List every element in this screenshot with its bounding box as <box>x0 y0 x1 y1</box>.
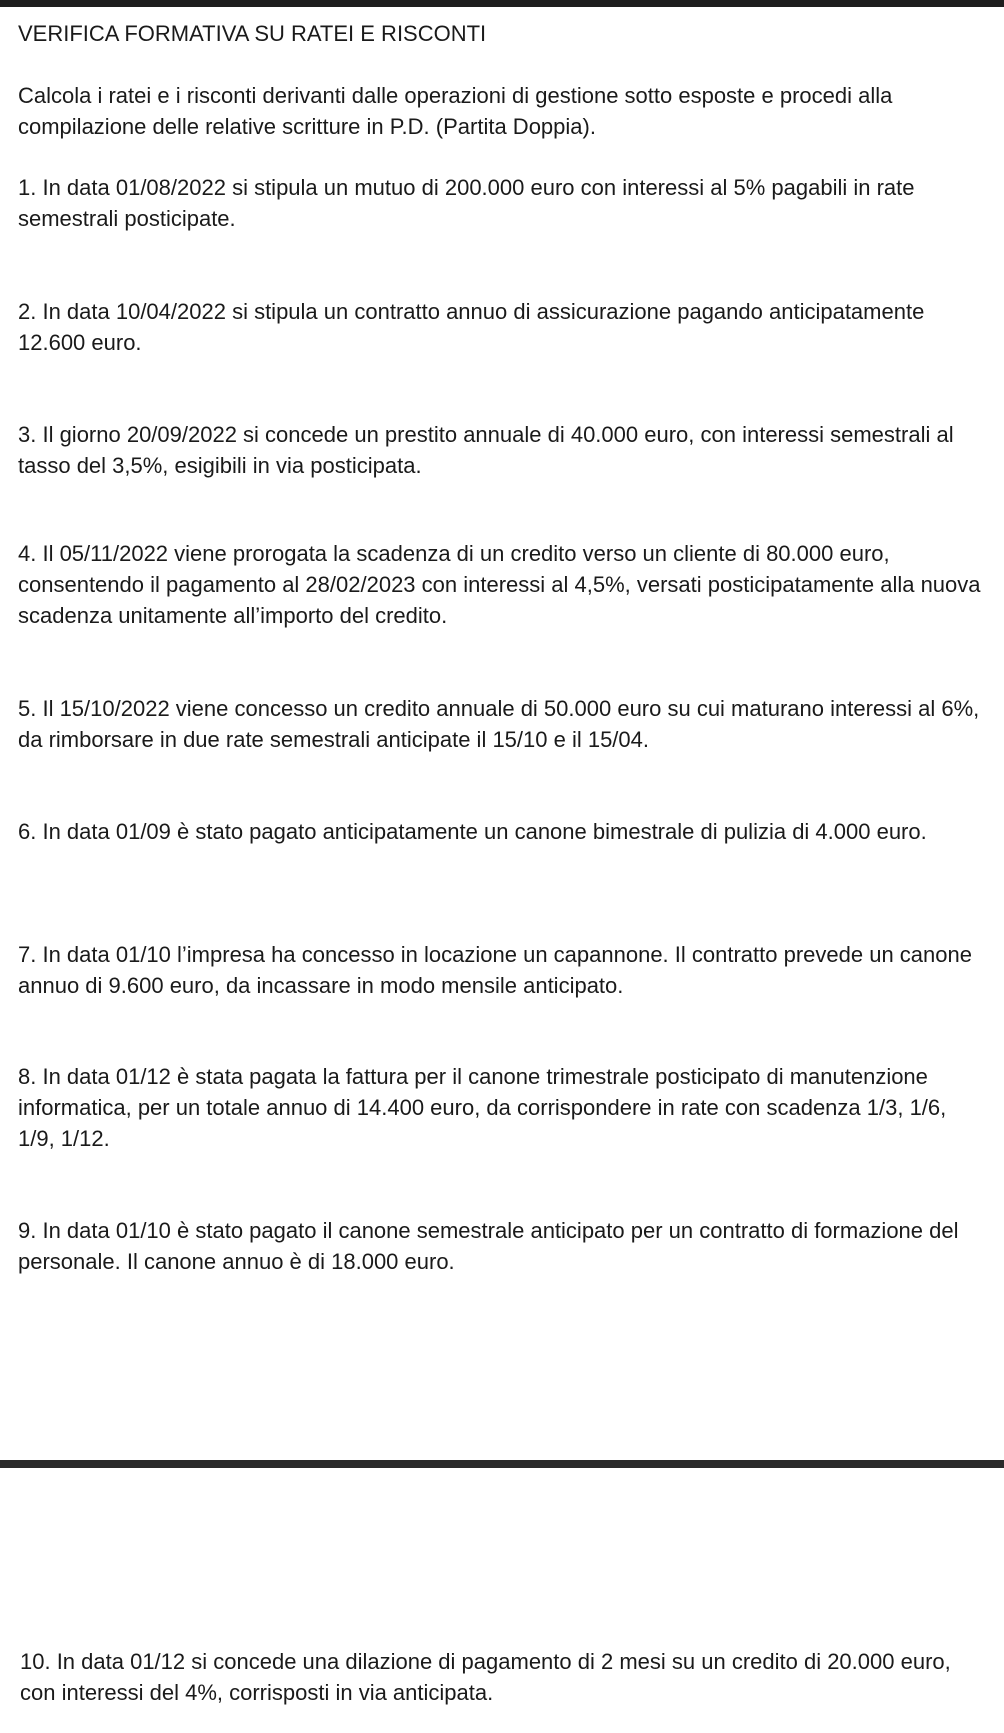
exercise-7: 7. In data 01/10 l’impresa ha concesso in locazione un capannone. Il contratto prevede un canone annuo di 9.600 euro, da incassare in modo mensile anticipato. <box>18 942 972 998</box>
top-border <box>0 0 1004 7</box>
exercise-8: 8. In data 01/12 è stata pagata la fattura per il canone trimestrale posticipato di manutenzione informatica, per un totale annuo di 14.400 euro, da corrispondere in rate con scadenza 1/3, 1/6, 1/9, 1/12. <box>18 1064 947 1151</box>
document-title: VERIFICA FORMATIVA SU RATEI E RISCONTI <box>18 21 487 46</box>
exercise-3: 3. Il giorno 20/09/2022 si concede un prestito annuale di 40.000 euro, con interessi semestrali al tasso del 3,5%, esigibili in via posticipata. <box>18 422 954 478</box>
section-divider <box>0 1460 1004 1468</box>
exercise-5: 5. Il 15/10/2022 viene concesso un credito annuale di 50.000 euro su cui maturano interessi al 6%, da rimborsare in due rate semestrali anticipate il 15/10 e il 15/04. <box>18 696 980 752</box>
exercise-4: 4. Il 05/11/2022 viene prorogata la scadenza di un credito verso un cliente di 80.000 euro, consentendo il pagamento al 28/02/2023 con interessi al 4,5%, versati posticipatamente alla nuova scadenza unitamente all’importo del credito. <box>18 541 981 628</box>
exercise-1: 1. In data 01/08/2022 si stipula un mutuo di 200.000 euro con interessi al 5% pagabili in rate semestrali posticipate. <box>18 175 915 231</box>
exercise-9: 9. In data 01/10 è stato pagato il canone semestrale anticipato per un contratto di formazione del personale. Il canone annuo è di 18.000 euro. <box>18 1218 959 1274</box>
exercise-10: 10. In data 01/12 si concede una dilazione di pagamento di 2 mesi su un credito di 20.000 euro, con interessi del 4%, corrisposti in via anticipata. <box>20 1649 951 1705</box>
exercise-6: 6. In data 01/09 è stato pagato anticipatamente un canone bimestrale di pulizia di 4.000 euro. <box>18 819 927 844</box>
exercise-2: 2. In data 10/04/2022 si stipula un contratto annuo di assicurazione pagando anticipatamente 12.600 euro. <box>18 299 925 355</box>
document-intro: Calcola i ratei e i risconti derivanti dalle operazioni di gestione sotto esposte e procedi alla compilazione delle relative scritture in P.D. (Partita Doppia). <box>18 83 893 139</box>
